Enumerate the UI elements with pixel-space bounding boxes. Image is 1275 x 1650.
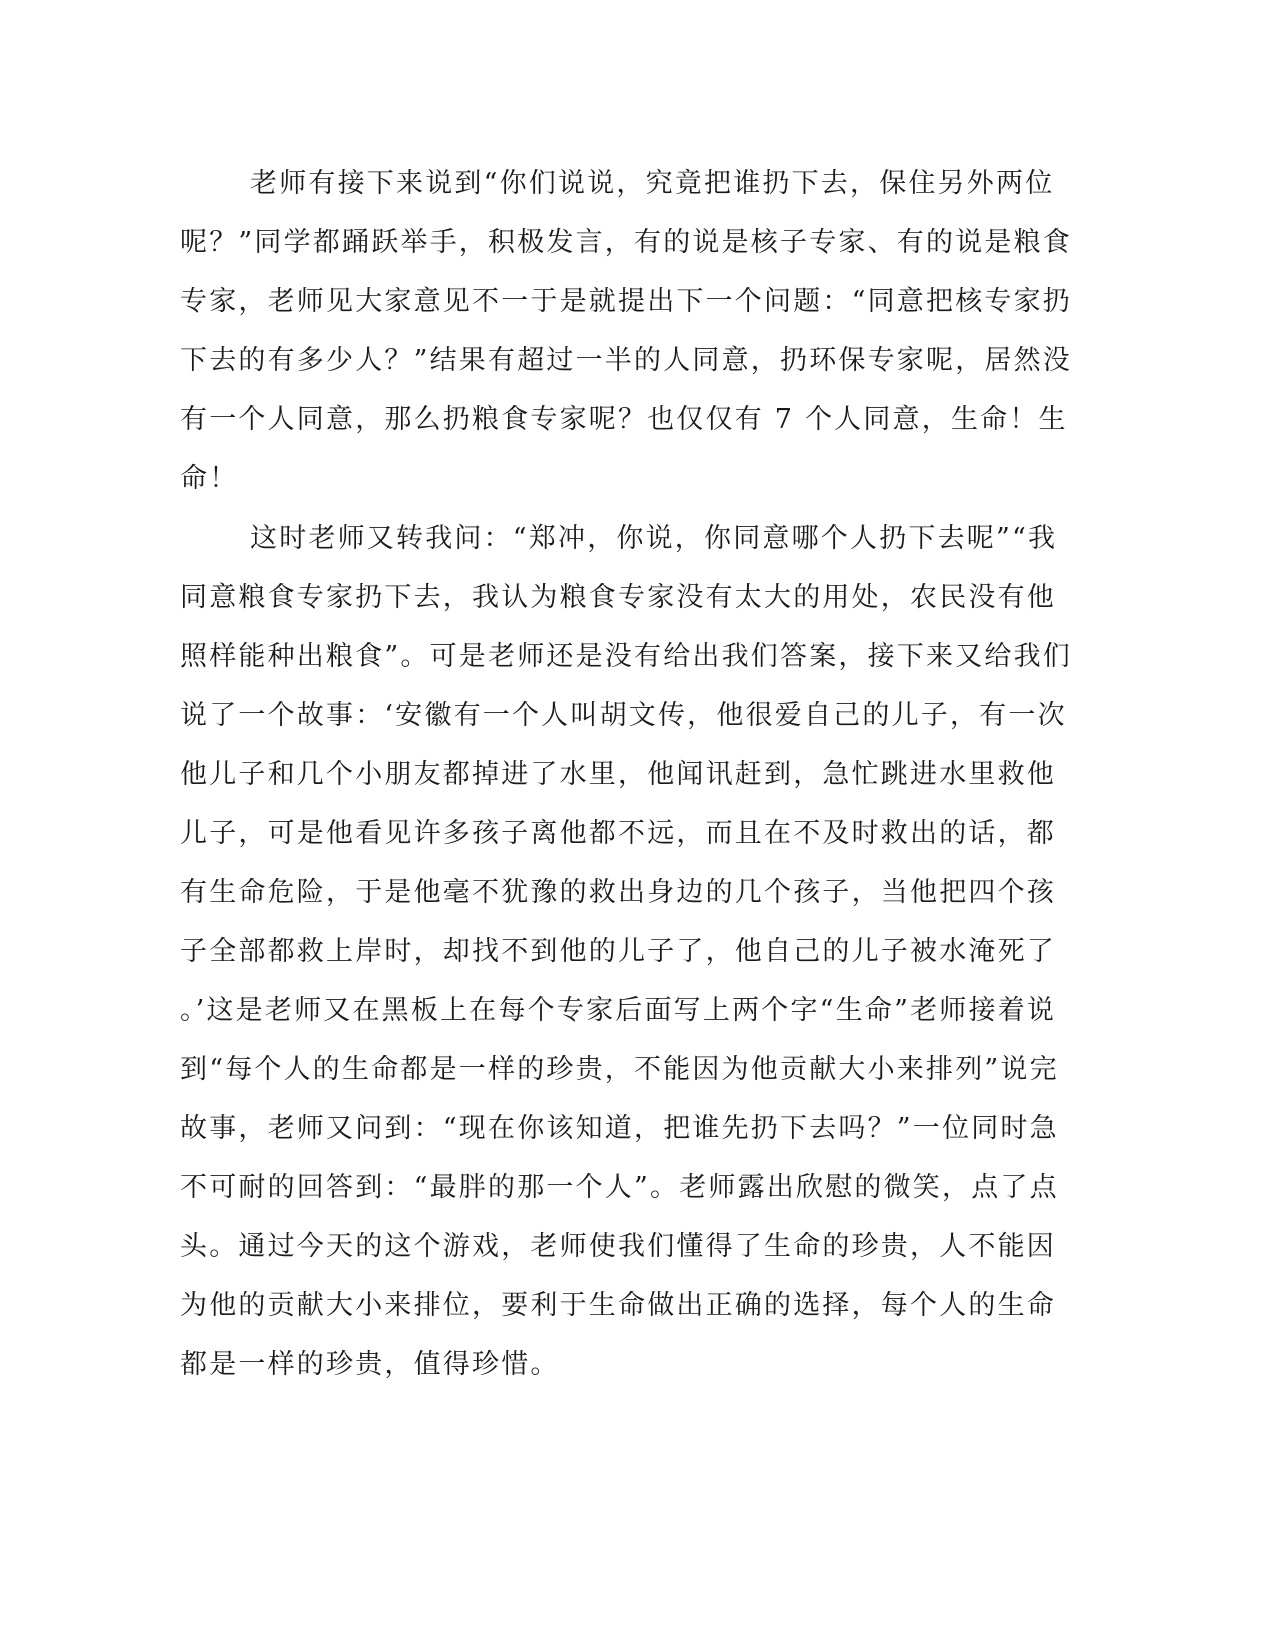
paragraph-line: 呢？”同学都踊跃举手，积极发言，有的说是核子专家、有的说是粮食 (180, 227, 1073, 258)
paragraph-line: 为他的贡献大小来排位，要利于生命做出正确的选择，每个人的生命 (180, 1290, 1056, 1321)
paragraph-line: 。’这是老师又在黑板上在每个专家后面写上两个字“生命”老师接着说 (180, 995, 1057, 1026)
paragraph-line: 有一个人同意，那么扔粮食专家呢？也仅仅有 7 个人同意，生命！生 (180, 404, 1068, 435)
paragraph-line: 老师有接下来说到“你们说说，究竟把谁扔下去，保住另外两位 (250, 168, 1055, 199)
paragraph-line: 到“每个人的生命都是一样的珍贵，不能因为他贡献大小来排列”说完 (180, 1054, 1059, 1085)
paragraph-line: 子全部都救上岸时，却找不到他的儿子了，他自己的儿子被水淹死了 (180, 936, 1056, 967)
paragraph-line: 头。通过今天的这个游戏，老师使我们懂得了生命的珍贵，人不能因 (180, 1231, 1056, 1262)
paragraph-line: 命！ (180, 463, 239, 494)
paragraph-line: 他儿子和几个小朋友都掉进了水里，他闻讯赶到，急忙跳进水里救他 (180, 759, 1056, 790)
paragraph-line: 儿子，可是他看见许多孩子离他都不远，而且在不及时救出的话，都 (180, 818, 1056, 849)
paragraph-line: 有生命危险，于是他毫不犹豫的救出身边的几个孩子，当他把四个孩 (180, 877, 1056, 908)
paragraph-2 (180, 509, 1073, 1394)
paragraph-line: 下去的有多少人？”结果有超过一半的人同意，扔环保专家呢，居然没 (180, 345, 1073, 376)
paragraph-line: 同意粮食专家扔下去，我认为粮食专家没有太大的用处，农民没有他 (180, 582, 1056, 613)
paragraph-1 (180, 154, 1073, 508)
paragraph-line: 故事，老师又问到：“现在你该知道，把谁先扔下去吗？”一位同时急 (180, 1113, 1059, 1144)
paragraph-line: 都是一样的珍贵，值得珍惜。 (180, 1349, 560, 1380)
paragraph-line: 说了一个故事：‘安徽有一个人叫胡文传，他很爱自己的儿子，有一次 (180, 700, 1067, 731)
paragraph-line: 不可耐的回答到：“最胖的那一个人”。老师露出欣慰的微笑，点了点 (180, 1172, 1059, 1203)
paragraph-line: 这时老师又转我问：“郑冲，你说，你同意哪个人扔下去呢”“我 (250, 523, 1058, 554)
paragraph-line: 专家，老师见大家意见不一于是就提出下一个问题：“同意把核专家扔 (180, 286, 1073, 317)
paragraph-line: 照样能种出粮食”。可是老师还是没有给出我们答案，接下来又给我们 (180, 641, 1073, 672)
